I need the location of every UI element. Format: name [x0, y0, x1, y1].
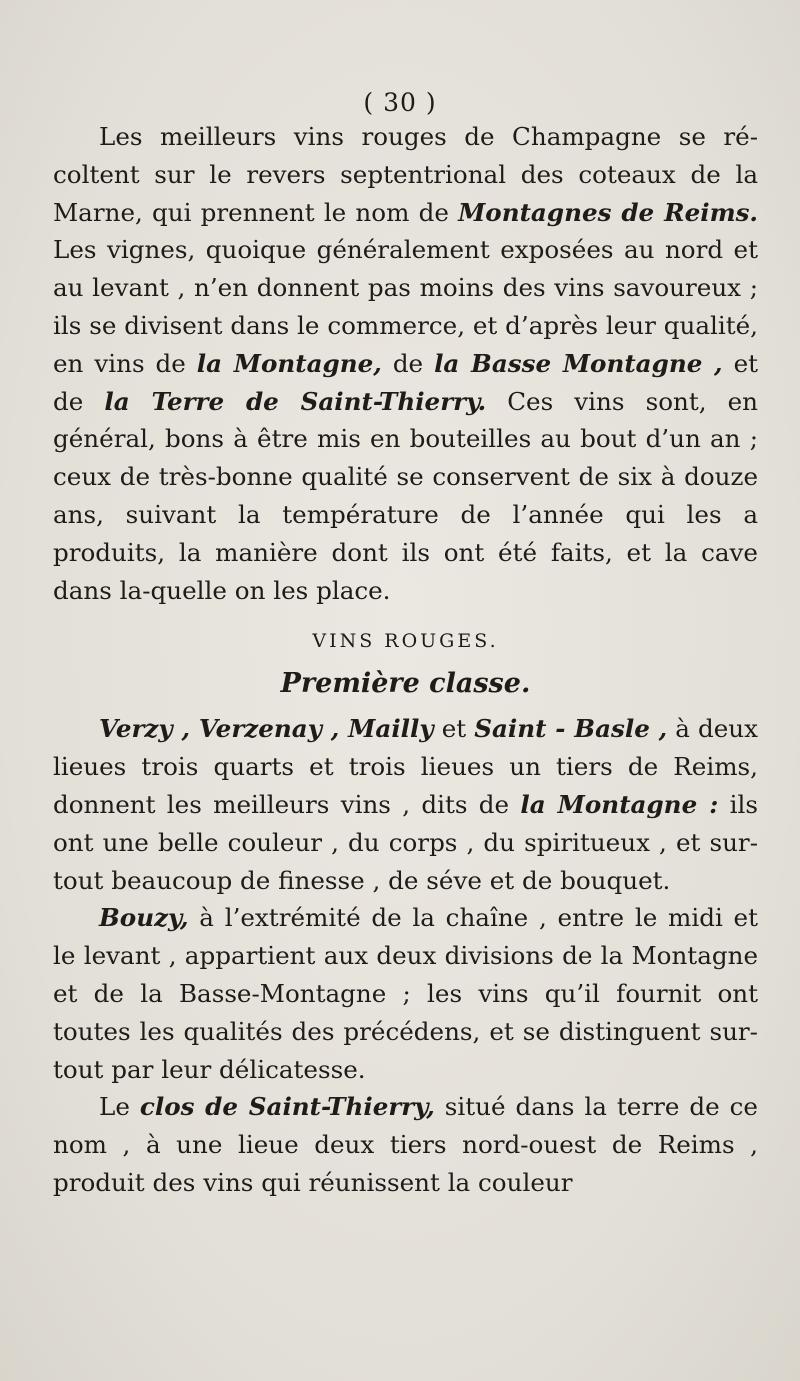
text-run: de: [381, 348, 435, 378]
clos-paragraph: [53, 1088, 758, 1201]
page-body: [53, 118, 758, 1202]
italic-term: Verzy , Verzenay , Mailly: [99, 714, 434, 744]
text-run: Les meilleurs vins rouges de Champagne se ré-coltent sur le revers septentrional des coteaux de la Marne, qui prennent le nom de: [53, 122, 758, 227]
page-number: ( 30 ): [363, 88, 437, 117]
intro-paragraph: [53, 118, 758, 609]
text-run: Ces vins sont, en général, bons à être mis en bouteilles au bout d’un an ; ceux de très-bonne qualité se conservent de six à douze ans, suivant la température de l’année qui les a produits, la manière dont ils ont été faits, et la cave dans la-quelle on les place.: [53, 386, 758, 605]
text-run: Le: [99, 1092, 140, 1122]
italic-term: Saint - Basle ,: [474, 714, 668, 744]
italic-term: la Terre de Saint-Thierry.: [104, 386, 487, 416]
text-run: ils ont une belle couleur , du corps , du spiritueux , et sur-tout beaucoup de finesse , de séve et de bouquet.: [53, 789, 758, 895]
text-run: à l’extrémité de la chaîne , entre le midi et le levant , appartient aux deux divisions de la Montagne et de la Basse-Montagne ; les vins qu’il fournit ont toutes les qualités des précédens, et se distinguent sur-tout par leur délicatesse.: [53, 903, 758, 1084]
verzy-paragraph: [53, 710, 758, 899]
text-run: et de: [53, 348, 759, 416]
section-heading: VINS ROUGES.: [312, 630, 499, 653]
italic-term: la Montagne :: [520, 789, 719, 819]
text-run: Les vignes, quoique généralement exposées au nord et au levant , n’en donnent pas moins des vins savoureux ; ils se divisent dans le commerce, et d’après leur qualité, en vins de: [53, 235, 758, 378]
italic-term: Bouzy,: [99, 903, 189, 933]
bouzy-paragraph: [53, 899, 758, 1088]
italic-term: la Montagne,: [196, 348, 382, 378]
italic-term: clos de Saint-Thierry,: [139, 1092, 435, 1122]
section-subheading: Première classe.: [280, 668, 531, 700]
text-run: à deux lieues trois quarts et trois lieues un tiers de Reims, donnent les meilleurs vins , dits de: [53, 714, 759, 819]
text-run: situé dans la terre de ce nom , à une lieue deux tiers nord-ouest de Reims , produit des vins qui réunissent la couleur: [53, 1092, 758, 1197]
italic-term: Montagnes de Reims.: [458, 197, 758, 227]
text-run: et: [433, 714, 475, 744]
italic-term: la Basse Montagne ,: [434, 348, 723, 378]
